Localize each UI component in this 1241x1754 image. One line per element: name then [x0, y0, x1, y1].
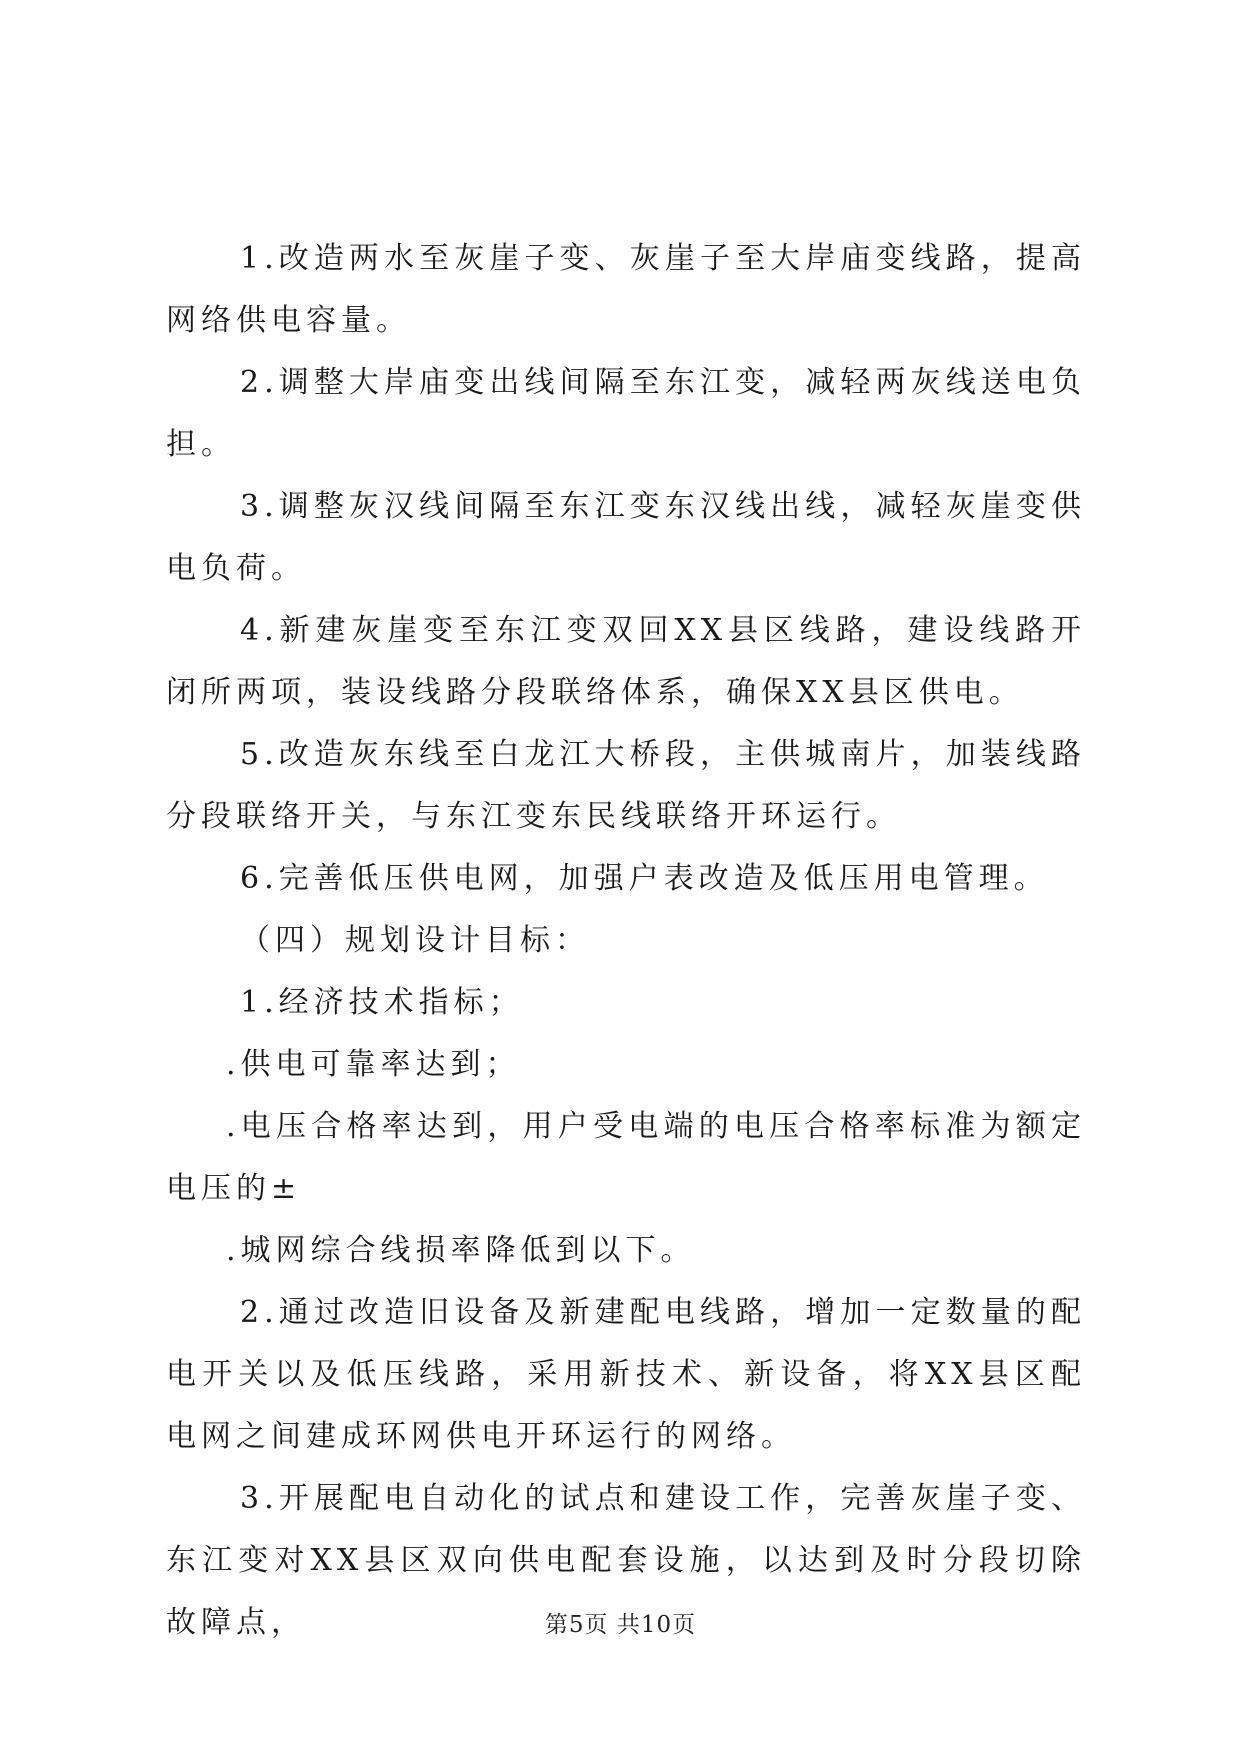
section-heading: （四）规划设计目标：	[240, 923, 590, 958]
bullet-item: .供电可靠率达到；	[226, 1047, 521, 1082]
bullet-item: .城网综合线损率降低到以下。	[226, 1233, 696, 1268]
paragraph: 2.通过改造旧设备及新建配电线路，增加一定数量的配电开关以及低压线路，采用新技术、新设备，将XX县区配电网之间建成环网供电开环运行的网络。	[166, 1295, 1086, 1454]
paragraph: 3.开展配电自动化的试点和建设工作，完善灰崖子变、东江变对XX县区双向供电配套设施，以达到及时分段切除故障点，	[166, 1481, 1086, 1640]
paragraph: 3.调整灰汉线间隔至东江变东汉线出线，减轻灰崖变供电负荷。	[166, 489, 1086, 586]
page-footer: 第5页 共10页	[544, 1612, 697, 1638]
paragraph: 6.完善低压供电网，加强户表改造及低压用电管理。	[240, 861, 1049, 896]
paragraph: 1.经济技术指标；	[240, 985, 524, 1020]
document-body	[166, 228, 1086, 1654]
paragraph: 1.改造两水至灰崖子变、灰崖子至大岸庙变线路，提高网络供电容量。	[166, 241, 1086, 338]
bullet-item: .电压合格率达到，用户受电端的电压合格率标准为额定电压的±	[166, 1109, 1086, 1206]
paragraph: 4.新建灰崖变至东江变双回XX县区线路，建设线路开闭所两项，装设线路分段联络体系，确保XX县区供电。	[166, 613, 1086, 710]
paragraph: 5.改造灰东线至白龙江大桥段，主供城南片，加装线路分段联络开关，与东江变东民线联络开环运行。	[166, 737, 1086, 834]
paragraph: 2.调整大岸庙变出线间隔至东江变，减轻两灰线送电负担。	[166, 365, 1086, 462]
